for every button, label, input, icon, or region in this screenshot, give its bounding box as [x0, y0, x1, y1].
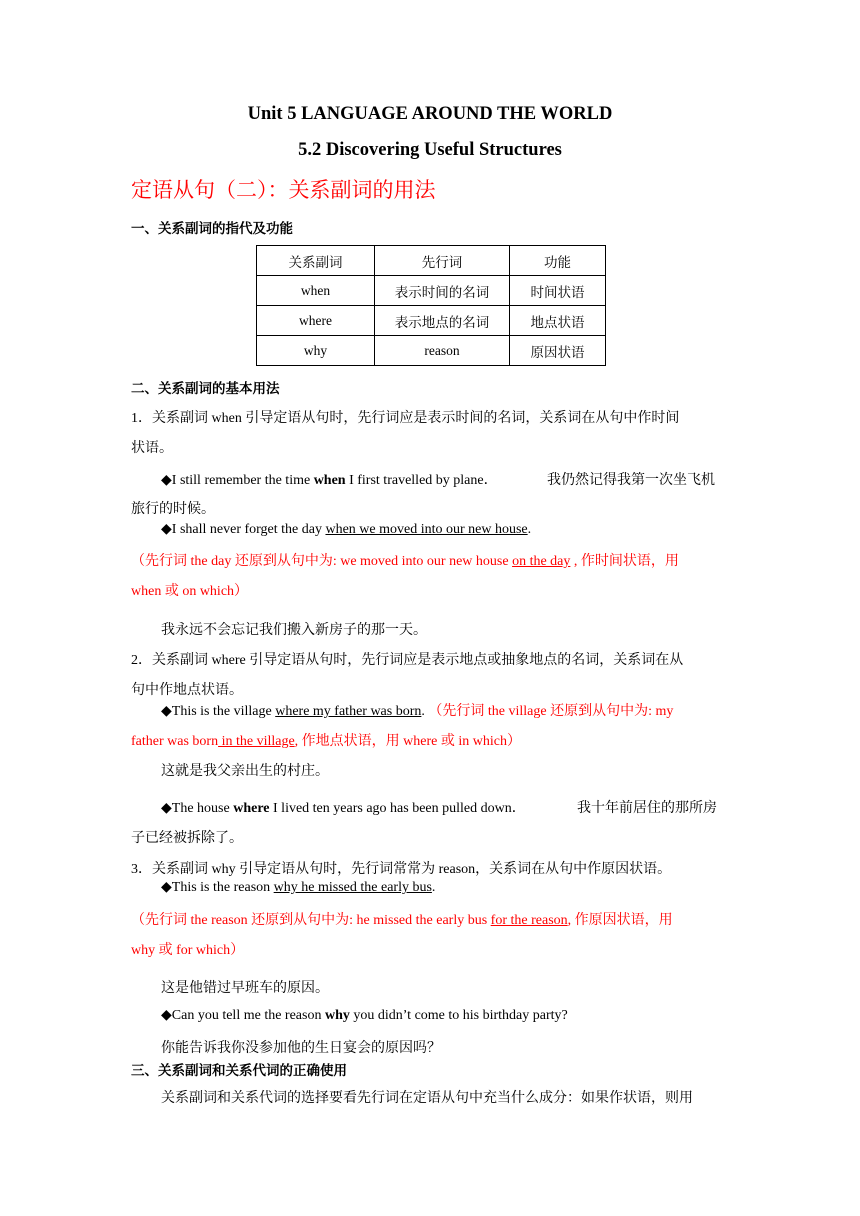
example-3-translation: 这就是我父亲出生的村庄。 — [161, 764, 329, 779]
rule-where-line1: 2．关系副词 where 引导定语从句时，先行词应是表示地点或抽象地点的名词，关系词在从 — [131, 653, 684, 668]
table-cell: when — [257, 276, 375, 306]
rule-why-line1: 3．关系副词 why 引导定语从句时，先行词常常为 reason，关系词在从句中作原因状语。 — [131, 862, 672, 877]
table-row — [257, 336, 606, 366]
table-cell: 地点状语 — [510, 306, 606, 336]
table-cell: reason — [375, 336, 510, 366]
table-cell: where — [257, 306, 375, 336]
example-1-translation: 我仍然记得我第一次坐飞机 — [547, 473, 715, 488]
example-6-translation: 你能告诉我你没参加他的生日宴会的原因吗？ — [161, 1041, 441, 1056]
example-5: ◆This is the reason why he missed the early bus. — [161, 880, 436, 895]
table-cell: 表示地点的名词 — [375, 306, 510, 336]
example-4: ◆The house where I lived ten years ago has been pulled down． — [161, 801, 526, 816]
bullet-diamond-icon: ◆ — [161, 1008, 172, 1023]
bullet-diamond-icon: ◆ — [161, 880, 172, 895]
table-row — [257, 306, 606, 336]
bullet-diamond-icon: ◆ — [161, 704, 172, 719]
example-4-translation: 我十年前居住的那所房 — [577, 801, 717, 816]
note-when-line2: when 或 on which） — [131, 584, 249, 599]
table-header-row — [257, 246, 606, 276]
rule-where-line2: 句中作地点状语。 — [131, 683, 243, 698]
bullet-diamond-icon: ◆ — [161, 473, 172, 488]
table-cell: 表示时间的名词 — [375, 276, 510, 306]
example-1-translation-cont: 旅行的时候。 — [131, 502, 215, 517]
example-1: ◆I still remember the time when I first travelled by plane． — [161, 473, 498, 488]
note-why-line1: （先行词 the reason 还原到从句中为: he missed the early bus for the reason, 作原因状语，用 — [131, 913, 673, 928]
relative-adverb-table — [256, 245, 606, 366]
example-5-translation: 这是他错过早班车的原因。 — [161, 981, 329, 996]
example-2-translation: 我永远不会忘记我们搬入新房子的那一天。 — [161, 623, 427, 638]
example-4-translation-cont: 子已经被拆除了。 — [131, 831, 243, 846]
section3-heading: 三、关系副词和关系代词的正确使用 — [131, 1063, 347, 1079]
table-cell: 时间状语 — [510, 276, 606, 306]
section1-heading: 一、关系副词的指代及功能 — [131, 221, 293, 237]
note-when-line1: （先行词 the day 还原到从句中为: we moved into our new house on the day , 作时间状语，用 — [131, 554, 679, 569]
rule-when-line2: 状语。 — [131, 441, 173, 456]
bullet-diamond-icon: ◆ — [161, 522, 172, 537]
example-6: ◆Can you tell me the reason why you didn’t come to his birthday party? — [161, 1008, 568, 1023]
table-header-cell: 关系副词 — [257, 246, 375, 276]
rule-when-line1: 1．关系副词 when 引导定语从句时，先行词应是表示时间的名词，关系词在从句中作时间 — [131, 411, 680, 426]
example-3: ◆This is the village where my father was born. （先行词 the village 还原到从句中为: my — [161, 704, 674, 719]
note-why-line2: why 或 for which） — [131, 943, 245, 958]
table-header-cell: 功能 — [510, 246, 606, 276]
table-row — [257, 276, 606, 306]
table-cell: why — [257, 336, 375, 366]
page-subtitle: 5.2 Discovering Useful Structures — [298, 140, 562, 160]
page-title: Unit 5 LANGUAGE AROUND THE WORLD — [247, 104, 613, 124]
topic-heading: 定语从句（二）：关系副词的用法 — [131, 178, 436, 202]
section3-paragraph: 关系副词和关系代词的选择要看先行词在定语从句中充当什么成分：如果作状语，则用 — [161, 1091, 693, 1106]
table-header-cell: 先行词 — [375, 246, 510, 276]
table-cell: 原因状语 — [510, 336, 606, 366]
example-2: ◆I shall never forget the day when we moved into our new house. — [161, 522, 532, 537]
note-where: father was born in the village, 作地点状语，用 where 或 in which） — [131, 734, 521, 749]
section2-heading: 二、关系副词的基本用法 — [131, 381, 280, 397]
bullet-diamond-icon: ◆ — [161, 801, 172, 816]
